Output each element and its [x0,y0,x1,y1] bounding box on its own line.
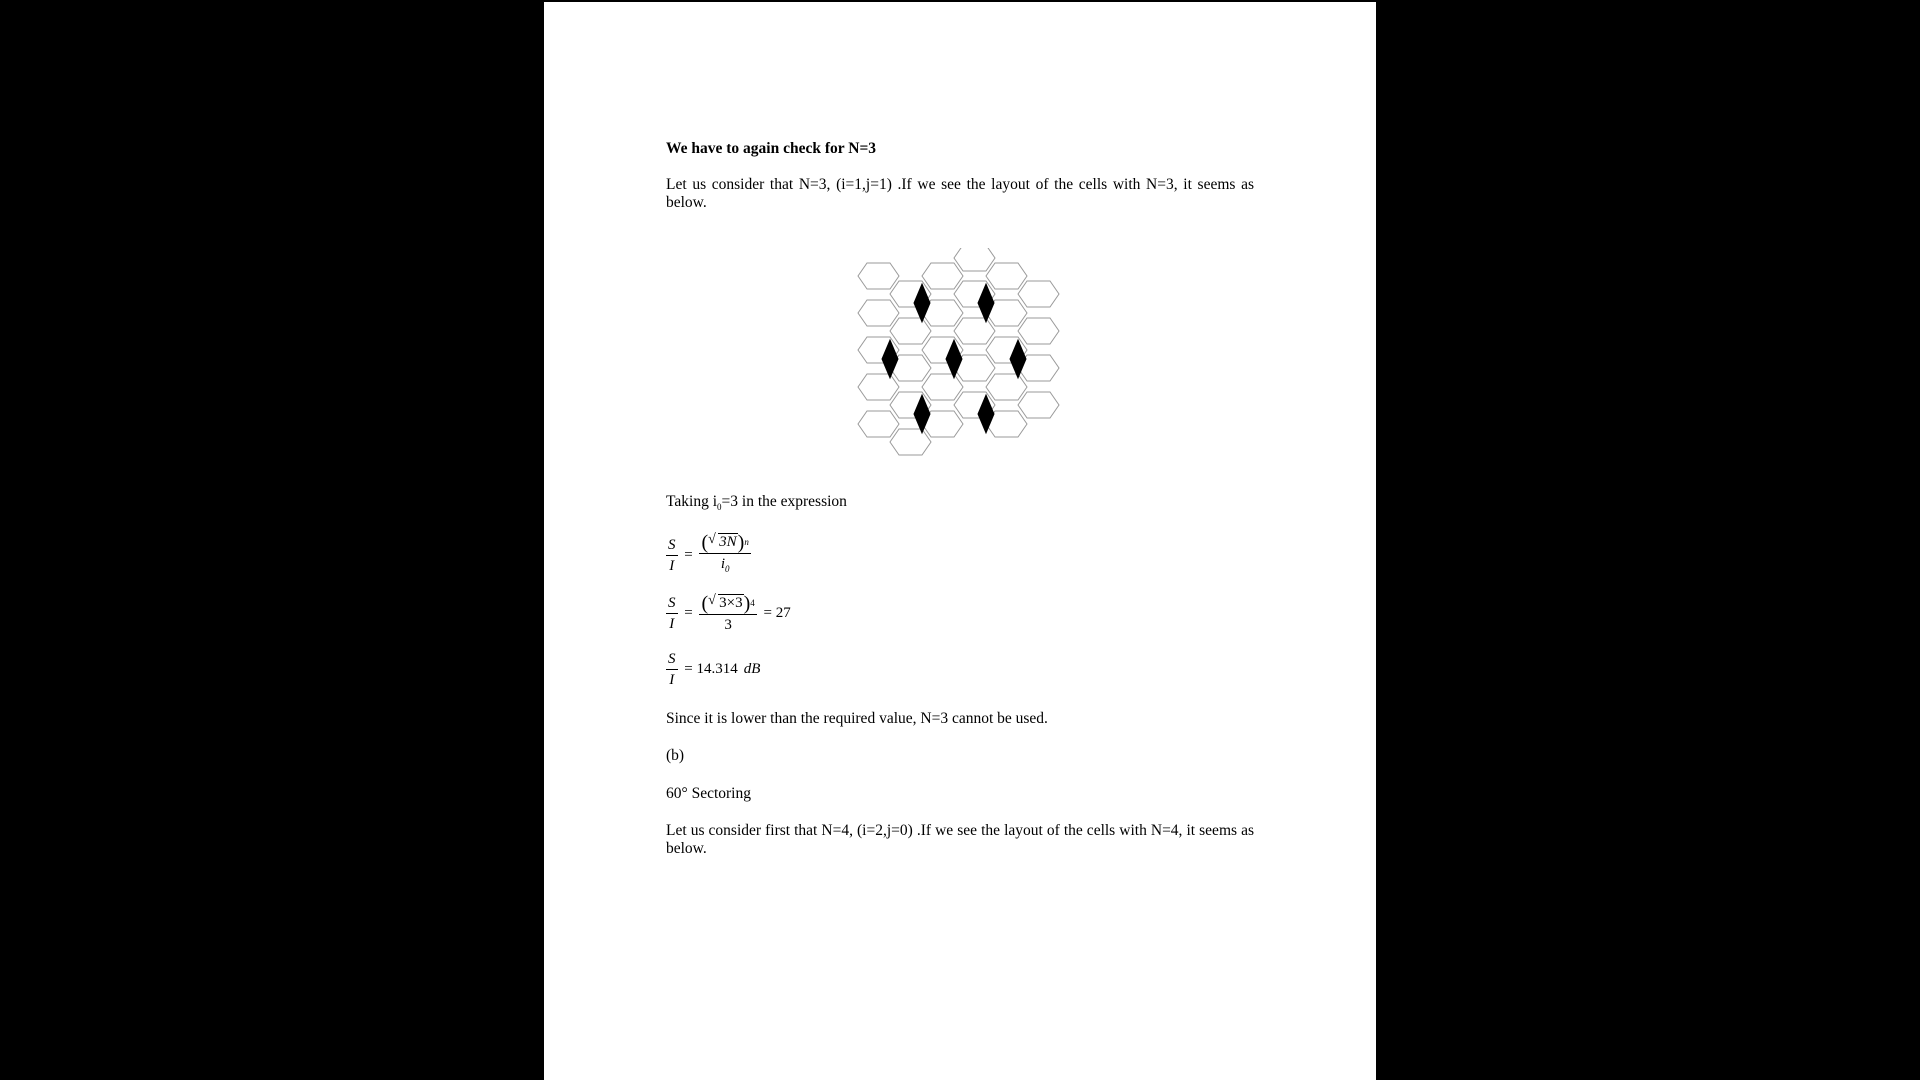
exponent: 4 [750,598,755,608]
sqrt-content: 3×3 [719,595,743,611]
equals-sign: = [684,546,693,563]
rhs-denominator: 3 [724,616,732,633]
result-value: = 14.314 [684,661,738,677]
den-sub: 0 [724,563,730,574]
equals-sign: = [684,605,693,622]
part-label: (b) [666,747,685,764]
hex-cell [922,263,963,289]
sqrt-content: 3N [719,534,737,550]
equation-3 [666,649,763,690]
frac-num: S [666,649,678,670]
rhs-numerator: ( √ 3N)$^n$ [701,531,749,554]
equation-1 [666,532,751,579]
hex-cell [858,300,899,326]
rhs-denominator [699,554,750,579]
hex-cell [954,318,995,344]
result-value: = 27 [763,605,791,622]
hex-cell [986,263,1027,289]
exponent: n [744,537,749,547]
unit: dB [743,661,761,677]
hex-cell [858,263,899,289]
hexagon-cell-layout-figure [857,248,1077,480]
taking-prefix: Taking i [666,493,718,510]
heading [666,140,1254,158]
hex-cell [986,374,1027,400]
frac-num: S [666,535,678,556]
sqrt-icon: √ [708,532,716,547]
equation-2 [666,593,794,635]
document-page [544,2,1376,1080]
frac-den: I [669,557,675,574]
frac-den: I [669,616,675,633]
hex-cell [1018,392,1059,418]
sqrt-icon: √ [708,593,716,608]
si-fraction [666,535,678,576]
taking-text [666,493,847,512]
hex-cell [1018,318,1059,344]
rhs-fraction [699,532,750,579]
hex-cell [922,374,963,400]
intro-paragraph: Let us consider that N=3, (i=1,j=1) .If we see the layout of the cells with N=3, it seems as below. [666,176,1254,211]
hex-cell [1018,281,1059,307]
taking-suffix: =3 in the expression [721,493,847,510]
den-var: i [720,555,725,572]
rhs-numerator: ( √ 3×3)$^4$ [701,592,755,615]
sectoring-label: 60° Sectoring [666,785,751,802]
heading-text: We have to again check for N=3 [666,140,877,157]
frac-den: I [669,672,675,688]
si-fraction [666,593,678,634]
frac-num: S [666,593,678,614]
hex-cell [858,374,899,400]
hex-cell [890,429,931,455]
conclusion-paragraph: Since it is lower than the required value, N=3 cannot be used. [666,710,1048,727]
hex-cell [858,411,899,437]
last-paragraph: Let us consider first that N=4, (i=2,j=0) .If we see the layout of the cells with N=4, it seems as below. [666,822,1254,857]
si-fraction [666,649,678,690]
taking-subscript: 0 [717,502,722,513]
hex-cell [954,248,995,271]
hex-cell [890,318,931,344]
rhs-fraction [699,593,756,635]
